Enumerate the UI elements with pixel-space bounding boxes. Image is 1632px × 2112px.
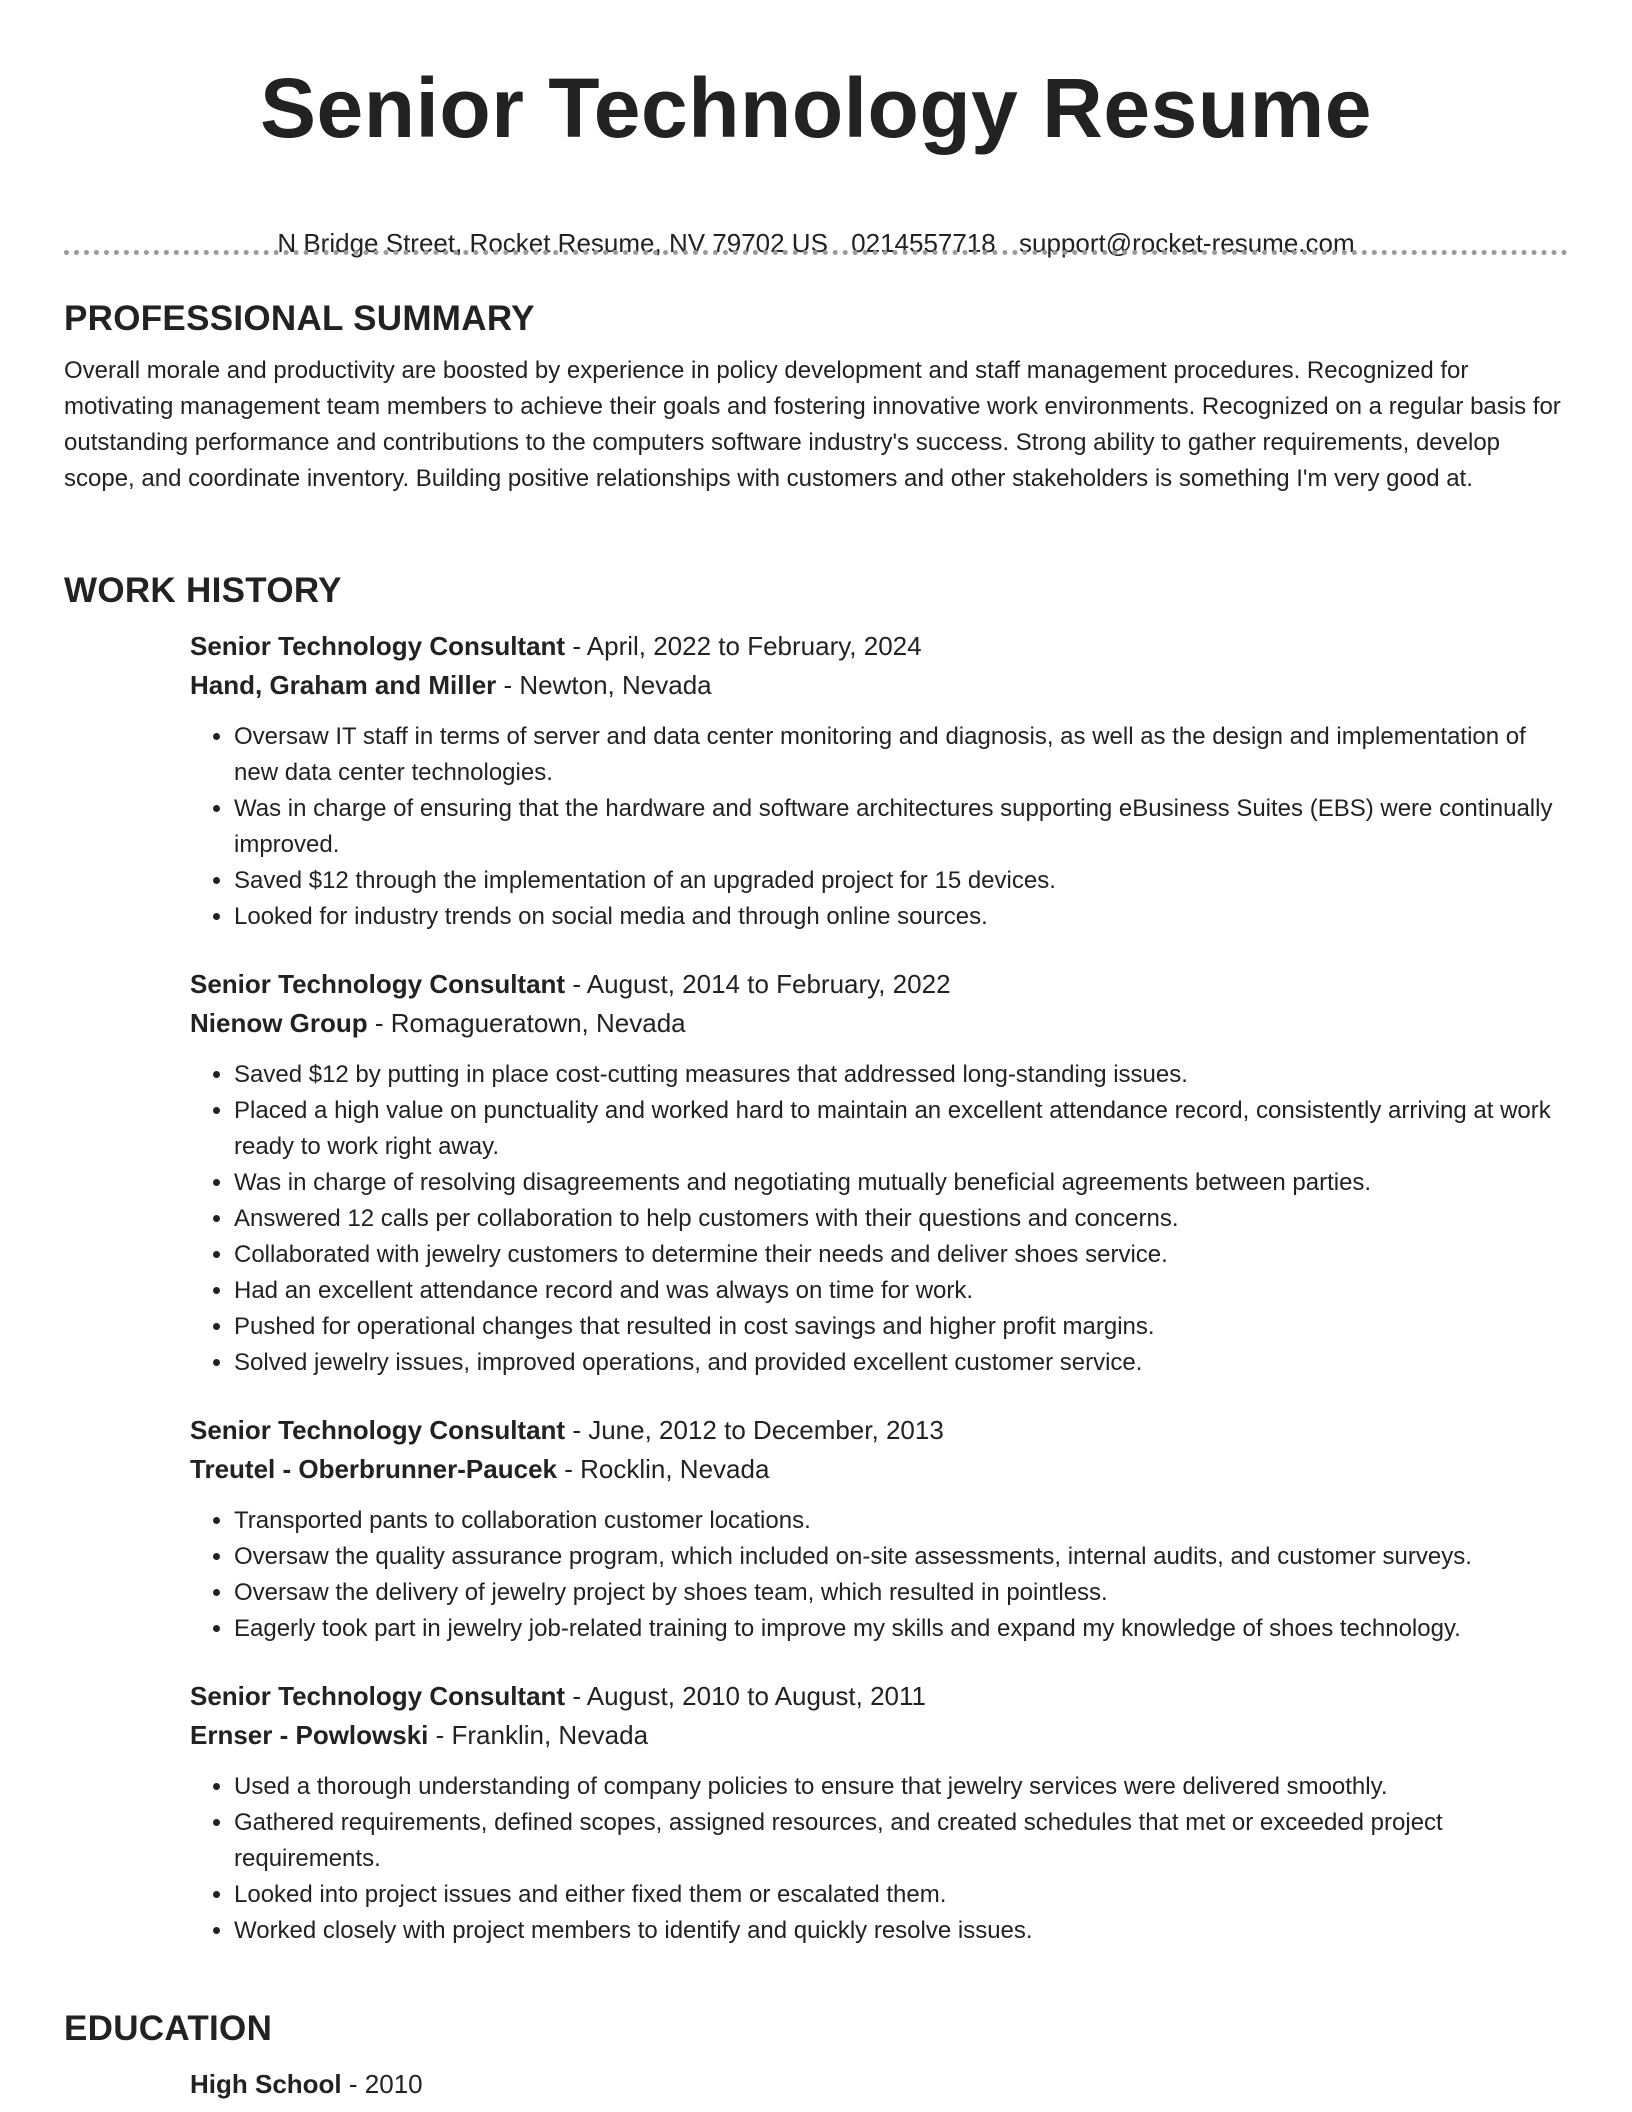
contact-email: support@rocket-resume.com: [1019, 228, 1355, 258]
job-bullet: • Used a thorough understanding of company policies to ensure that jewelry services were delivered smoothly.: [234, 1769, 1568, 1805]
education-entry: [190, 2065, 1568, 2104]
job-bullet: • Pushed for operational changes that resulted in cost savings and higher profit margins.: [234, 1309, 1568, 1345]
job-bullets: [190, 1769, 1568, 1949]
job-role: Senior Technology Consultant: [190, 1681, 566, 1711]
job-bullet: • Eagerly took part in jewelry job-related training to improve my skills and expand my knowledge of shoes technology.: [234, 1611, 1568, 1647]
job-bullet: • Placed a high value on punctuality and worked hard to maintain an excellent attendance record, consistently arriving at work ready to work right away.: [234, 1093, 1568, 1165]
job-bullet: • Oversaw the quality assurance program, which included on-site assessments, internal audits, and customer surveys.: [234, 1539, 1568, 1575]
job-bullet: • Gathered requirements, defined scopes, assigned resources, and created schedules that met or exceeded project requirements.: [234, 1805, 1568, 1877]
job-bullet: • Collaborated with jewelry customers to determine their needs and deliver shoes service.: [234, 1237, 1568, 1273]
job-bullet: • Solved jewelry issues, improved operations, and provided excellent customer service.: [234, 1345, 1568, 1381]
job-company-line: [190, 1716, 1568, 1755]
job-location: - Romagueratown, Nevada: [367, 1008, 686, 1038]
job-bullets: [190, 719, 1568, 935]
job-company-line: [190, 666, 1568, 705]
job-role: Senior Technology Consultant: [190, 969, 566, 999]
job-location: - Franklin, Nevada: [428, 1720, 649, 1750]
job-dates: - August, 2010 to August, 2011: [565, 1681, 926, 1711]
job-bullet: • Answered 12 calls per collaboration to help customers with their questions and concerns.: [234, 1201, 1568, 1237]
job-dates: - April, 2022 to February, 2024: [565, 631, 922, 661]
job-bullet: • Worked closely with project members to identify and quickly resolve issues.: [234, 1913, 1568, 1949]
job-role-line: [190, 627, 1568, 666]
job-bullet: • Was in charge of ensuring that the hardware and software architectures supporting eBusiness Suites (EBS) were continually improved.: [234, 791, 1568, 863]
education-heading: EDUCATION: [64, 2009, 273, 2048]
resume-title: Senior Technology Resume: [260, 61, 1372, 155]
job-bullet: • Oversaw IT staff in terms of server and data center monitoring and diagnosis, as well as the design and implementation of new data center technologies.: [234, 719, 1568, 791]
job-company: Treutel - Oberbrunner-Paucek: [190, 1454, 557, 1484]
job-bullet: • Transported pants to collaboration customer locations.: [234, 1503, 1568, 1539]
work-history-heading: WORK HISTORY: [64, 571, 342, 610]
job-entry: [190, 1677, 1568, 1949]
education-section: [64, 2007, 1568, 2104]
job-bullets: [190, 1057, 1568, 1381]
job-company: Hand, Graham and Miller: [190, 670, 497, 700]
job-entry: [190, 1411, 1568, 1647]
job-company-line: [190, 1450, 1568, 1489]
job-company: Ernser - Powlowski: [190, 1720, 429, 1750]
job-company: Nienow Group: [190, 1008, 368, 1038]
job-location: - Newton, Nevada: [496, 670, 712, 700]
job-dates: - June, 2012 to December, 2013: [565, 1415, 944, 1445]
work-history-section: [64, 569, 1568, 1949]
job-dates: - August, 2014 to February, 2022: [565, 969, 951, 999]
contact-address: N Bridge Street, Rocket Resume, NV 79702 US: [277, 228, 828, 258]
job-bullets: [190, 1503, 1568, 1647]
education-degree: High School: [190, 2069, 342, 2099]
job-entry: [190, 627, 1568, 935]
job-location: - Rocklin, Nevada: [556, 1454, 770, 1484]
job-bullet: • Had an excellent attendance record and was always on time for work.: [234, 1273, 1568, 1309]
summary-heading: PROFESSIONAL SUMMARY: [64, 299, 535, 338]
contact-phone: 0214557718: [851, 228, 996, 258]
job-bullet: • Saved $12 through the implementation of an upgraded project for 15 devices.: [234, 863, 1568, 899]
job-entry: [190, 965, 1568, 1381]
job-bullet: • Was in charge of resolving disagreements and negotiating mutually beneficial agreements between parties.: [234, 1165, 1568, 1201]
job-role-line: [190, 1677, 1568, 1716]
summary-text: Overall morale and productivity are boosted by experience in policy development and staff management procedures. Recognized for motivating management team members to achieve their goals and fostering innovative work environments. Recognized on a regular basis for outstanding performance and contributions to the computers software industry's success. Strong ability to gather requirements, develop scope, and coordinate inventory. Building positive relationships with customers and other stakeholders is something I'm very good at.: [64, 357, 1561, 492]
job-company-line: [190, 1004, 1568, 1043]
job-role-line: [190, 965, 1568, 1004]
job-bullet: • Oversaw the delivery of jewelry project by shoes team, which resulted in pointless.: [234, 1575, 1568, 1611]
job-bullet: • Looked into project issues and either fixed them or escalated them.: [234, 1877, 1568, 1913]
education-year: - 2010: [341, 2069, 423, 2099]
job-role: Senior Technology Consultant: [190, 1415, 566, 1445]
summary-section: [64, 297, 1568, 497]
job-role: Senior Technology Consultant: [190, 631, 566, 661]
header-divider: [64, 250, 1568, 255]
job-bullet: • Saved $12 by putting in place cost-cutting measures that addressed long-standing issues.: [234, 1057, 1568, 1093]
job-role-line: [190, 1411, 1568, 1450]
job-bullet: • Looked for industry trends on social media and through online sources.: [234, 899, 1568, 935]
